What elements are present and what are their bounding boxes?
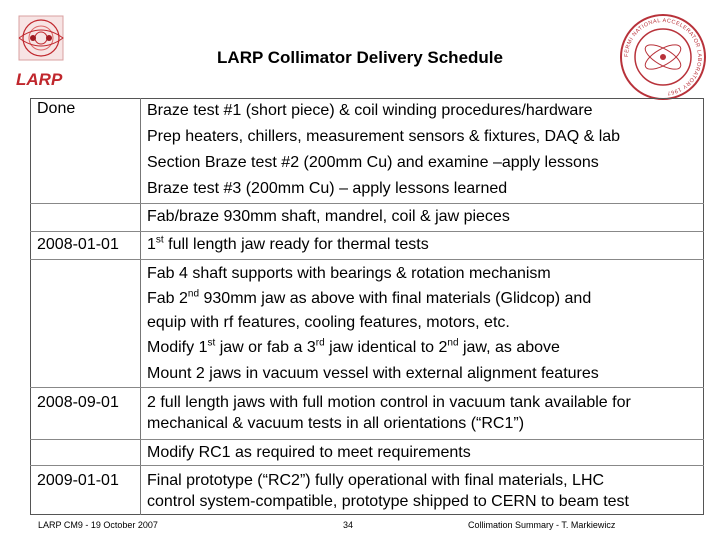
task-line: equip with rf features, cooling features, motors, etc.: [147, 314, 510, 331]
row-tasks: [147, 470, 702, 512]
task-line: Modify RC1 as required to meet requirements: [147, 444, 471, 461]
row-divider: [30, 203, 704, 204]
row-tasks: [147, 441, 702, 465]
task-line: Fab/braze 930mm shaft, mandrel, coil & jaw pieces: [147, 208, 510, 225]
task-line: Mount 2 jaws in vacuum vessel with external alignment features: [147, 365, 599, 382]
row-tasks: [147, 205, 702, 229]
row-divider: [30, 439, 704, 440]
task-line: Fab 4 shaft supports with bearings & rotation mechanism: [147, 265, 551, 282]
row-date: 2009-01-01: [37, 472, 119, 489]
footer-left: LARP CM9 - 19 October 2007: [38, 520, 158, 530]
task-line: Final prototype (“RC2”) fully operational with final materials, LHC: [147, 472, 605, 489]
row-divider: [30, 231, 704, 232]
row-divider: [30, 465, 704, 466]
task-line: Braze test #1 (short piece) & coil winding procedures/hardware: [147, 102, 593, 119]
task-line: 1st full length jaw ready for thermal tests: [147, 234, 429, 253]
row-tasks: [147, 98, 702, 202]
row-date: 2008-01-01: [37, 236, 119, 253]
row-date: 2008-09-01: [37, 394, 119, 411]
page-title: LARP Collimator Delivery Schedule: [217, 48, 503, 67]
footer-right: Collimation Summary - T. Markiewicz: [468, 520, 616, 530]
task-line: Section Braze test #2 (200mm Cu) and examine –apply lessons: [147, 154, 599, 171]
task-line: Braze test #3 (200mm Cu) – apply lessons learned: [147, 180, 508, 197]
row-tasks: [147, 233, 702, 257]
row-tasks: [147, 261, 702, 387]
row-tasks: [147, 392, 702, 434]
row-divider: [30, 387, 704, 388]
page-number: 34: [343, 520, 354, 530]
column-divider: [140, 98, 141, 515]
task-line: 2 full length jaws with full motion control in vacuum tank available for: [147, 394, 631, 411]
row-date: Done: [37, 100, 76, 117]
task-line: mechanical & vacuum tests in all orientations (“RC1”): [147, 415, 525, 432]
seal-text: FERMI NATIONAL ACCELERATOR LABORATORY 1967: [623, 17, 703, 96]
task-line: Prep heaters, chillers, measurement sensors & fixtures, DAQ & lab: [147, 128, 621, 145]
larp-logo-text: LARP: [16, 70, 63, 89]
task-line: control system-compatible, prototype shipped to CERN to beam test: [147, 493, 629, 510]
row-divider: [30, 259, 704, 260]
task-line: Fab 2nd 930mm jaw as above with final materials (Glidcop) and: [147, 288, 592, 307]
task-line: Modify 1st jaw or fab a 3rd jaw identical to 2nd jaw, as above: [147, 337, 560, 356]
